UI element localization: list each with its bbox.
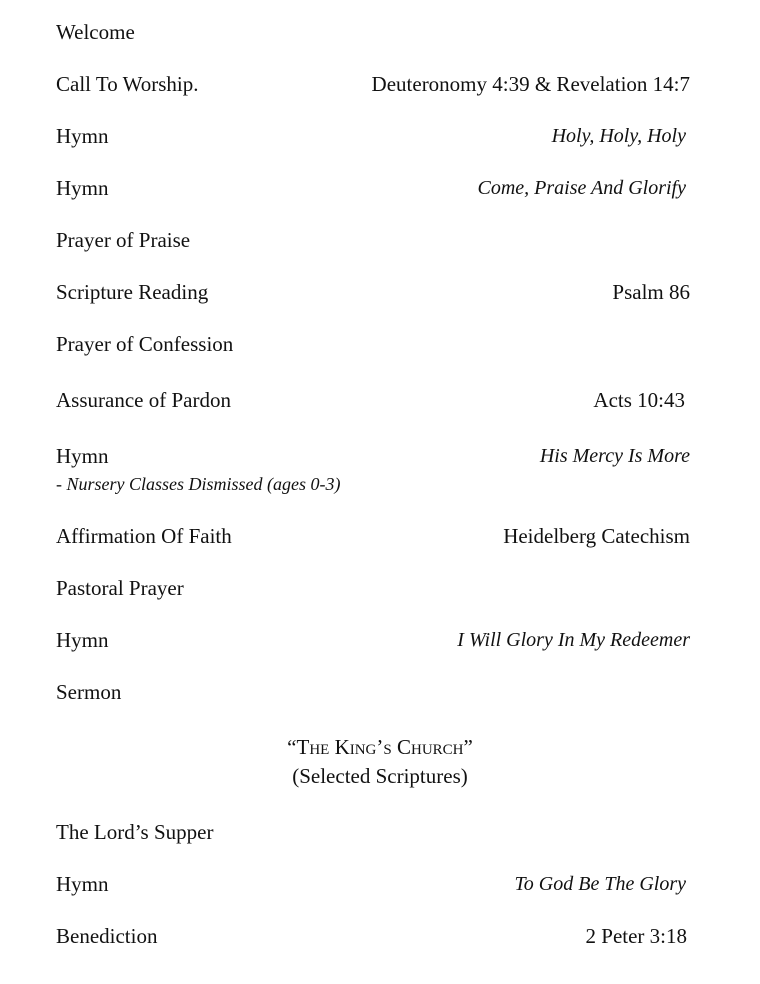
- sermon-title: “The King’s Church”: [287, 735, 473, 759]
- item-label: Hymn: [56, 872, 109, 896]
- item-reference: Heidelberg Catechism: [503, 524, 690, 548]
- item-label: Sermon: [56, 680, 122, 704]
- item-label: Benediction: [56, 924, 158, 948]
- hymn-title: To God Be The Glory: [514, 873, 686, 895]
- item-label: Pastoral Prayer: [56, 576, 184, 600]
- item-reference: Acts 10:43: [593, 388, 685, 412]
- hymn-title: Come, Praise And Glorify: [477, 177, 686, 199]
- item-label: Prayer of Confession: [56, 332, 234, 356]
- item-label: Hymn: [56, 628, 109, 652]
- hymn-title: I Will Glory In My Redeemer: [457, 629, 690, 651]
- hymn-title: Holy, Holy, Holy: [551, 125, 686, 147]
- item-reference: Psalm 86: [612, 280, 690, 304]
- hymn-title: His Mercy Is More: [539, 445, 690, 467]
- item-label: Hymn: [56, 176, 109, 200]
- item-label: Hymn: [56, 124, 109, 148]
- item-label: The Lord’s Supper: [56, 820, 214, 844]
- note-dash: -: [56, 474, 67, 494]
- item-label: Affirmation Of Faith: [56, 524, 232, 548]
- item-label: Hymn: [56, 444, 109, 468]
- item-reference: 2 Peter 3:18: [585, 924, 687, 948]
- sermon-subtitle: (Selected Scriptures): [292, 764, 468, 788]
- item-label: Welcome: [56, 20, 135, 44]
- item-reference: Deuteronomy 4:39 & Revelation 14:7: [371, 72, 690, 96]
- item-label: Prayer of Praise: [56, 228, 191, 252]
- nursery-note: [56, 473, 341, 495]
- note-text: Nursery Classes Dismissed (ages 0-3): [66, 474, 341, 494]
- item-label: Assurance of Pardon: [56, 388, 231, 412]
- item-label: Call To Worship.: [56, 72, 199, 96]
- item-label: Scripture Reading: [56, 280, 209, 304]
